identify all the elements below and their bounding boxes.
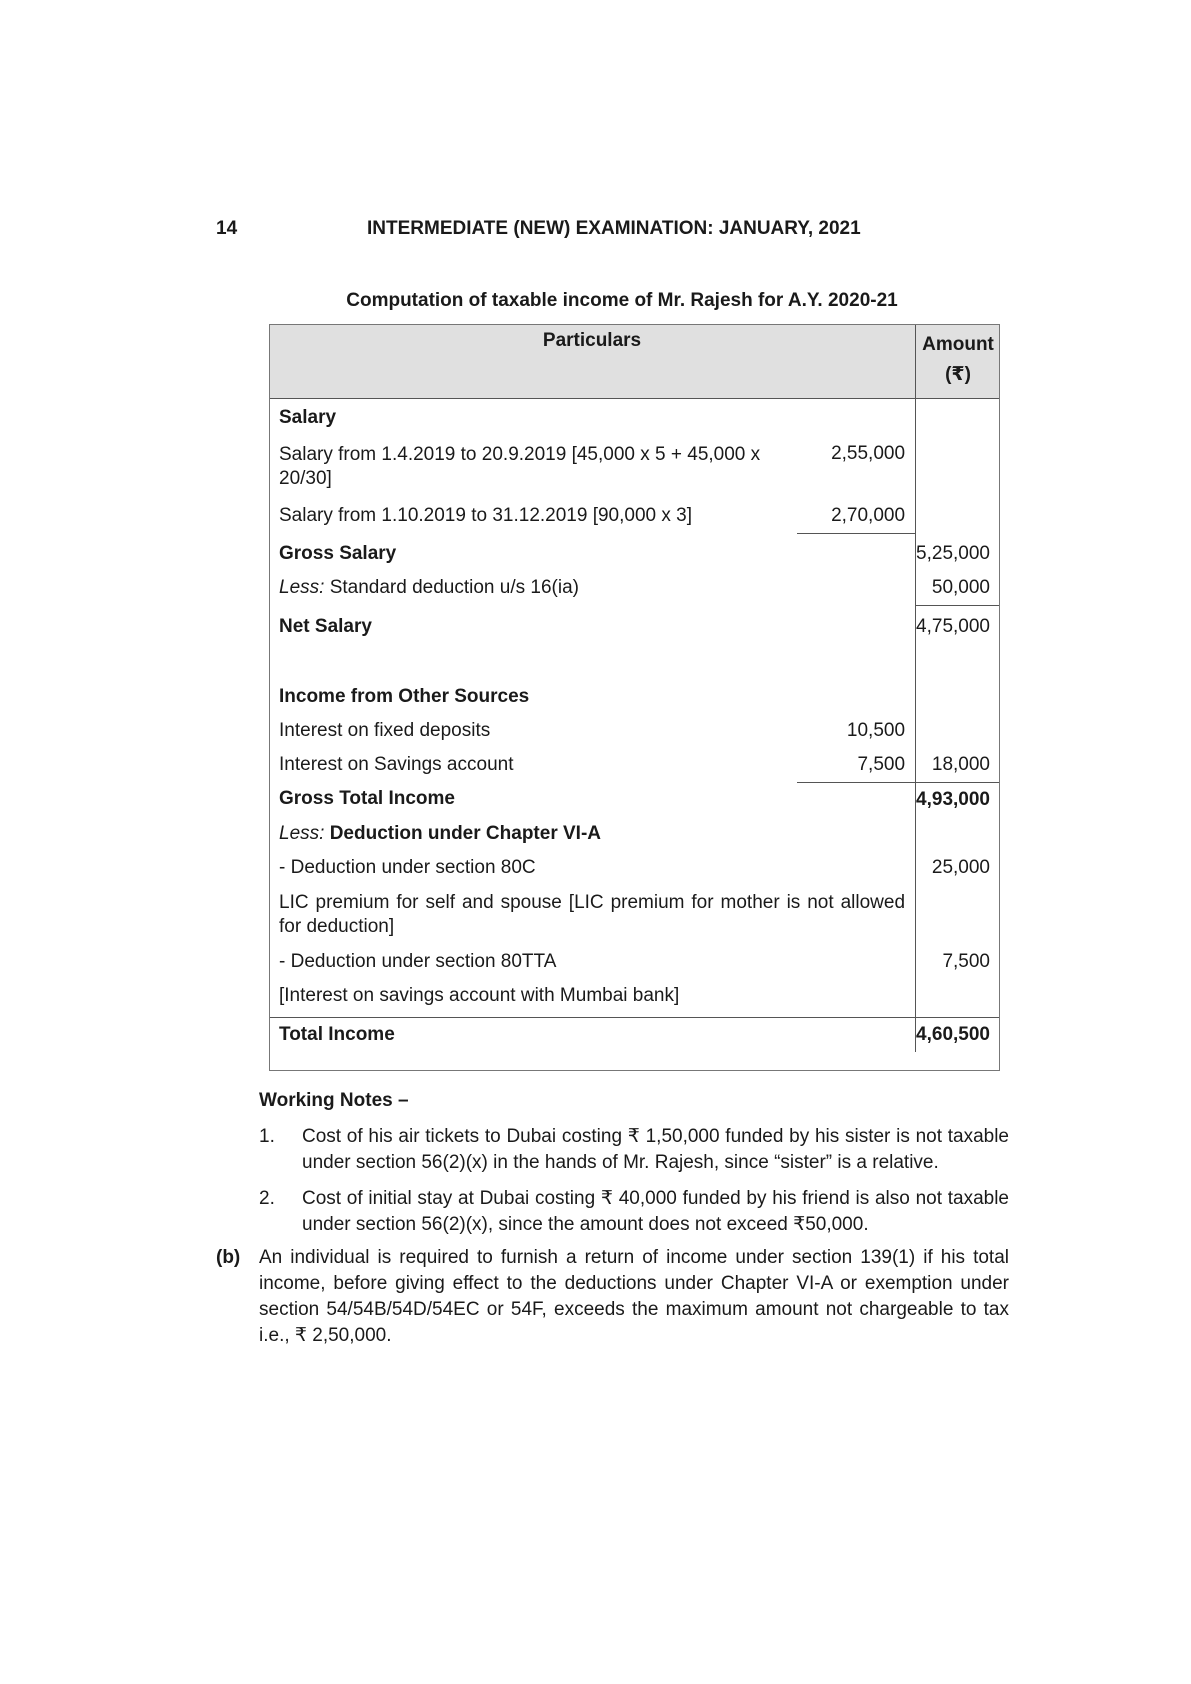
income-computation-table <box>269 324 1000 1052</box>
std-deduction-label <box>269 571 797 606</box>
ded-80c-amount: 25,000 <box>931 856 990 878</box>
total-income-amount: 4,60,500 <box>916 1023 990 1045</box>
ios-total: 18,000 <box>916 748 1000 783</box>
working-notes <box>259 1088 1009 1248</box>
less-label: Less: <box>279 822 325 844</box>
table-row <box>269 782 1000 817</box>
fd-interest-sub: 10,500 <box>797 714 915 748</box>
page-number: 14 <box>216 218 238 239</box>
std-deduction-amount: 50,000 <box>916 571 1000 606</box>
table-row <box>269 945 1000 979</box>
part-b-text: An individual is required to furnish a return of income under section 139(1) if his total income, before giving effect to the deductions under Chapter VI-A or exemption under section 54/54B/54D/54EC or 54F, exceeds the maximum amount not chargeable to tax i.e., ₹ 2,50,000. <box>259 1247 1009 1346</box>
gti-amount: 4,93,000 <box>916 788 990 810</box>
gti-label: Gross Total Income <box>279 788 455 809</box>
savings-interest-label: Interest on Savings account <box>279 753 514 775</box>
table-row <box>269 748 1000 783</box>
table-row <box>269 979 1000 1018</box>
net-salary-amount: 4,75,000 <box>916 616 990 637</box>
table-row <box>269 885 1000 945</box>
col-particulars-header: Particulars <box>269 324 916 399</box>
ded-80tta-note: [Interest on savings account with Mumbai bank] <box>279 984 680 1006</box>
less-label: Less: <box>279 577 325 598</box>
table-row <box>269 678 1000 714</box>
part-b-answer <box>216 1245 1009 1349</box>
col-amount-label: Amount <box>922 334 994 355</box>
gross-salary-label: Gross Salary <box>279 543 397 564</box>
list-item <box>259 1124 1009 1176</box>
net-salary-label: Net Salary <box>279 615 372 637</box>
fd-interest-label: Interest on fixed deposits <box>279 719 491 741</box>
deduction-heading <box>269 817 797 851</box>
table-row <box>269 606 1000 678</box>
table-row <box>269 1017 1000 1052</box>
salary-row2-sub: 2,70,000 <box>797 497 915 534</box>
ded-80tta-amount: 7,500 <box>942 950 990 972</box>
deduction-heading-text: Deduction under Chapter VI-A <box>324 822 601 844</box>
ded-80c-note: LIC premium for self and spouse [LIC premium for mother is not allowed for deduction] <box>269 885 916 945</box>
table-header-row <box>269 324 1000 399</box>
ded-80c-label: - Deduction under section 80C <box>279 856 536 878</box>
note-number: 2. <box>259 1188 275 1209</box>
salary-row1-sub: 2,55,000 <box>797 437 915 497</box>
savings-interest-sub: 7,500 <box>797 748 915 783</box>
salary-row1-label: Salary from 1.4.2019 to 20.9.2019 [45,000 x 5 + 45,000 x 20/30] <box>279 443 761 489</box>
note-number: 1. <box>259 1126 275 1147</box>
working-notes-title: Working Notes – <box>259 1090 409 1111</box>
ded-80tta-label: - Deduction under section 80TTA <box>279 950 557 972</box>
salary-heading: Salary <box>279 407 337 428</box>
table-row <box>269 399 1000 437</box>
table-row <box>269 714 1000 748</box>
col-amount-header <box>916 324 1000 399</box>
note-text: Cost of initial stay at Dubai costing ₹ 40,000 funded by his friend is also not taxable under section 56(2)(x), since the amount does not exceed ₹50,000. <box>302 1188 1009 1235</box>
gross-salary-amount: 5,25,000 <box>916 543 990 564</box>
table-row <box>269 851 1000 885</box>
running-title: INTERMEDIATE (NEW) EXAMINATION: JANUARY, 2021 <box>367 218 861 239</box>
table-row <box>269 571 1000 606</box>
table-row <box>269 533 1000 571</box>
table-title: Computation of taxable income of Mr. Rajesh for A.Y. 2020-21 <box>346 290 898 311</box>
salary-row2-label: Salary from 1.10.2019 to 31.12.2019 [90,000 x 3] <box>279 504 693 526</box>
table-row <box>269 817 1000 851</box>
table-row <box>269 437 1000 497</box>
ios-heading: Income from Other Sources <box>279 685 530 707</box>
table-row <box>269 497 1000 534</box>
total-income-label: Total Income <box>269 1017 797 1052</box>
list-item <box>259 1186 1009 1238</box>
part-b-label: (b) <box>216 1247 241 1268</box>
note-text: Cost of his air tickets to Dubai costing ₹ 1,50,000 funded by his sister is not taxable under section 56(2)(x) in the hands of Mr. Rajesh, since “sister” is a relative. <box>302 1126 1009 1173</box>
std-deduction-text: Standard deduction u/s 16(ia) <box>324 577 579 598</box>
col-amount-unit: (₹) <box>945 364 971 385</box>
